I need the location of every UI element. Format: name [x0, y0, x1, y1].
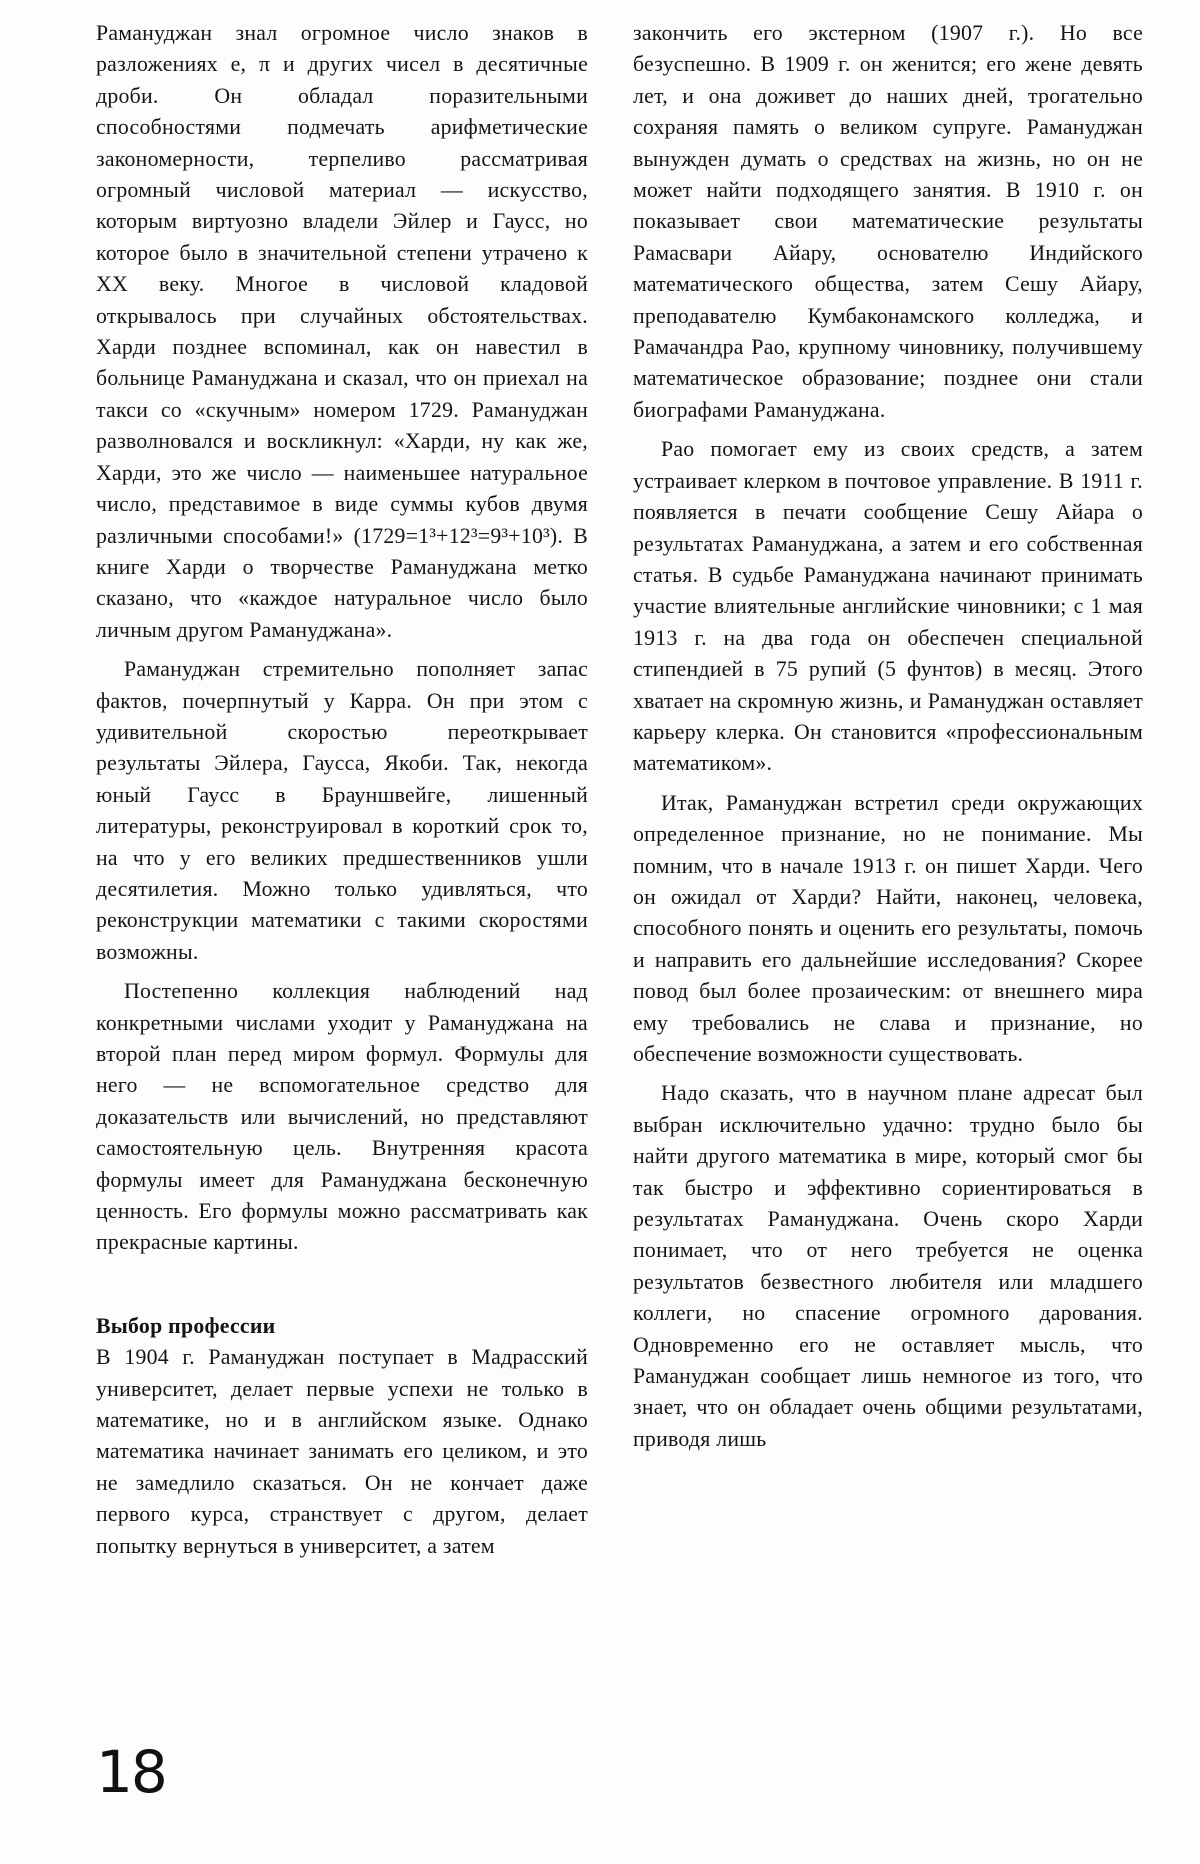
- left-paragraph-1: Рамануджан знал огромное число знаков в разложениях e, π и других чисел в десятичные дроби. Он обладал поразительными способностями подмечать арифметические закономерности, терпеливо рассматривая огромный числовой материал — искусство, которым виртуозно владели Эйлер и Гаусс, но которое было в значительной степени утрачено к XX веку. Многое в числовой кладовой открывалось при случайных обстоятельствах. Харди позднее вспоминал, как он навестил в больнице Рамануджана и сказал, что он приехал на такси со «скучным» номером 1729. Рамануджан разволновался и воскликнул: «Харди, ну как же, Харди, это же число — наименьшее натуральное число, представимое в виде суммы кубов двумя различными способами!» (1729=1³+12³=9³+10³). В книге Харди о творчестве Рамануджана метко сказано, что «каждое натуральное число было личным другом Рамануджана».: [96, 21, 588, 642]
- right-paragraph-4: Надо сказать, что в научном плане адресат был выбран исключительно удачно: трудно было бы найти другого математика в мире, который смог бы так быстро и эффективно сориентироваться в результатах Рамануджана. Очень скоро Харди понимает, что от него требуется не оценка результатов безвестного любителя или младшего коллеги, но спасение огромного дарования. Одновременно его не оставляет мысль, что Рамануджан сообщает лишь немногое из того, что знает, что он обладает очень общими результатами, приводя лишь: [633, 1081, 1143, 1451]
- right-column: [633, 18, 1143, 1455]
- left-column: [96, 18, 588, 1562]
- left-paragraph-3: Постепенно коллекция наблюдений над конкретными числами уходит у Рамануджана на второй план перед миром формул. Формулы для него — не вспомогательное средство для доказательств или вычислений, но представляют самостоятельную цель. Внутренняя красота формулы имеет для Рамануджана бесконечную ценность. Его формулы можно рассматривать как прекрасные картины.: [96, 979, 588, 1255]
- left-paragraph-2: Рамануджан стремительно пополняет запас фактов, почерпнутый у Карра. Он при этом с удивительной скоростью переоткрывает результаты Эйлера, Гаусса, Якоби. Так, некогда юный Гаусс в Брауншвейге, лишенный литературы, реконструировал в короткий срок то, на что у его великих предшественников ушли десятилетия. Можно только удивляться, что реконструкции математики с такими скоростями возможны.: [96, 657, 588, 964]
- right-paragraph-1: закончить его экстерном (1907 г.). Но все безуспешно. В 1909 г. он женится; его жене девять лет, и она доживет до наших дней, трогательно сохраняя память о великом супруге. Рамануджан вынужден думать о средствах на жизнь, но он не может найти подходящего занятия. В 1910 г. он показывает свои математические результаты Рамасвари Айару, основателю Индийского математического общества, затем Сешу Айару, преподавателю Кумбаконамского колледжа, и Рамачандра Рао, крупному чиновнику, получившему математическое образование; позднее они стали биографами Рамануджана.: [633, 21, 1143, 422]
- right-paragraph-2: Рао помогает ему из своих средств, а затем устраивает клерком в почтовое управление. В 1911 г. появляется в печати сообщение Сешу Айара о результатах Рамануджана, а затем и его собственная статья. В судьбе Рамануджана начинают принимать участие влиятельные английские чиновники; с 1 мая 1913 г. на два года он обеспечен специальной стипендией в 75 рупий (5 фунтов) в месяц. Этого хватает на скромную жизнь, и Рамануджан оставляет карьеру клерка. Он становится «профессиональным математиком».: [633, 437, 1143, 776]
- page-number: 18: [96, 1738, 166, 1806]
- section-heading: Выбор профессии: [96, 1313, 276, 1338]
- right-paragraph-3: Итак, Рамануджан встретил среди окружающих определенное признание, но не понимание. Мы помним, что в начале 1913 г. он пишет Харди. Чего он ожидал от Харди? Найти, наконец, человека, способного понять и оценить его результаты, помочь и направить его дальнейшие исследования? Скорее повод был более прозаическим: от внешнего мира ему требовались не слава и признание, но обеспечение возможности существовать.: [633, 790, 1143, 1066]
- left-paragraph-4: В 1904 г. Рамануджан поступает в Мадрасский университет, делает первые успехи не только в математике, но и в английском языке. Однако математика начинает занимать его целиком, и это не замедлило сказаться. Он не кончает даже первого курса, странствует с другом, делает попытку вернуться в университет, а затем: [96, 1345, 588, 1558]
